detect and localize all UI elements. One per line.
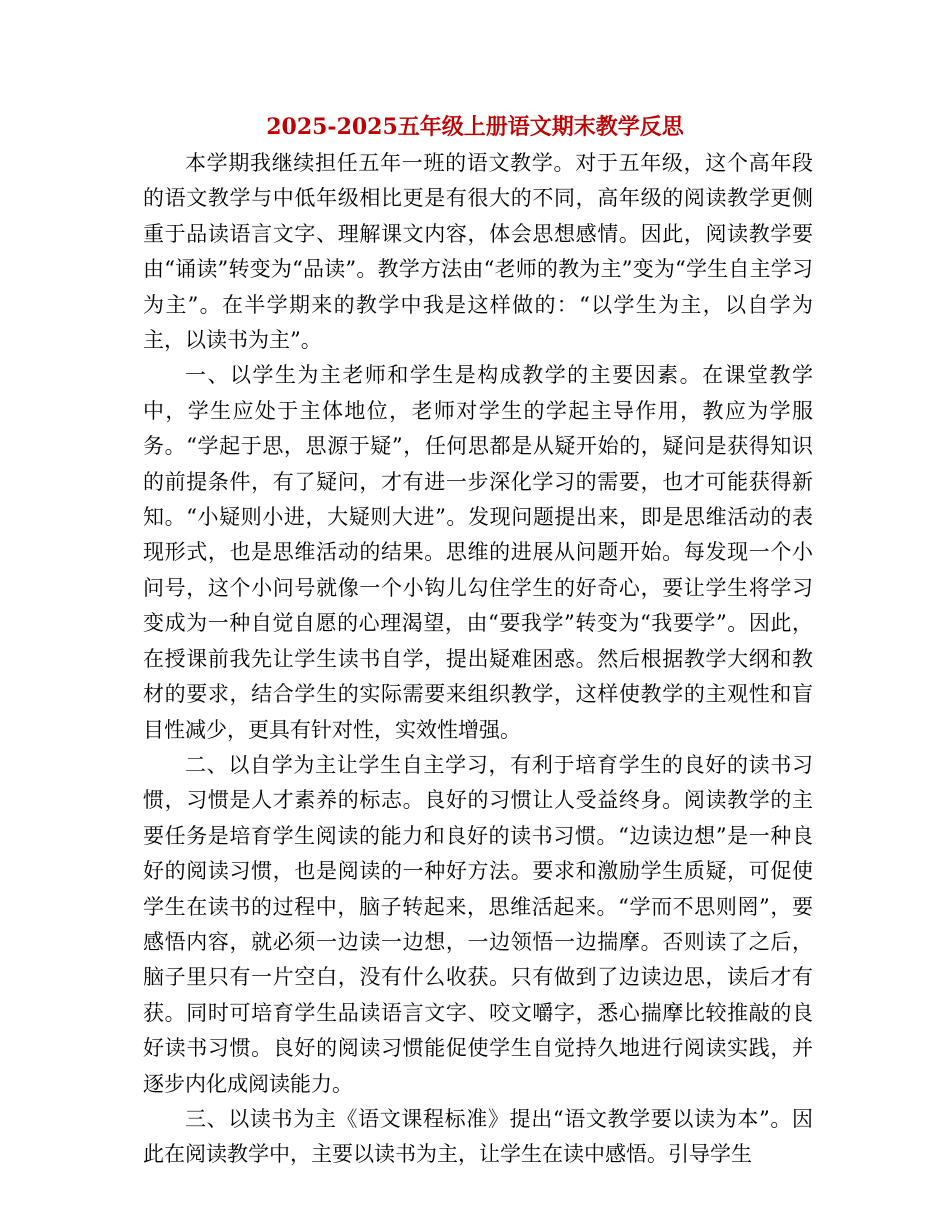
- document-body: [143, 146, 813, 1173]
- paragraph-section-1: 一、以学生为主老师和学生是构成教学的主要因素。在课堂教学中，学生应处于主体地位，老师对学生的学起主导作用，教应为学服务。“学起于思，思源于疑”，任何思都是从疑开始的，疑问是获得知识的前提条件，有了疑问，才有进一步深化学习的需要，也才可能获得新知。“小疑则小进，大疑则大进”。发现问题提出来，即是思维活动的表现形式，也是思维活动的结果。思维的进展从问题开始。每发现一个小问号，这个小问号就像一个小钩儿勾住学生的好奇心，要让学生将学习变成为一种自觉自愿的心理渴望，由“要我学”转变为“我要学”。因此，在授课前我先让学生读书自学，提出疑难困惑。然后根据教学大纲和教材的要求，结合学生的实际需要来组织教学，这样使教学的主观性和盲目性减少，更具有针对性，实效性增强。: [143, 363, 813, 742]
- paragraph-intro: 本学期我继续担任五年一班的语文教学。对于五年级，这个高年段的语文教学与中低年级相比更是有很大的不同，高年级的阅读教学更侧重于品读语言文字、理解课文内容，体会思想感情。因此，阅读教学要由“诵读”转变为“品读”。教学方法由“老师的教为主”变为“学生自主学习为主”。在半学期来的教学中我是这样做的：“以学生为主，以自学为主，以读书为主”。: [143, 151, 813, 353]
- paragraph-section-2: 二、以自学为主让学生自主学习，有利于培育学生的良好的读书习惯，习惯是人才素养的标志。良好的习惯让人受益终身。阅读教学的主要任务是培育学生阅读的能力和良好的读书习惯。“边读边想”是一种良好的阅读习惯，也是阅读的一种好方法。要求和激励学生质疑，可促使学生在读书的过程中，脑子转起来，思维活起来。“学而不思则罔”，要感悟内容，就必须一边读一边想，一边领悟一边揣摩。否则读了之后，脑子里只有一片空白，没有什么收获。只有做到了边读边思，读后才有获。同时可培育学生品读语言文字、咬文嚼字，悉心揣摩比较推敲的良好读书习惯。良好的阅读习惯能促使学生自觉持久地进行阅读实践，并逐步内化成阅读能力。: [143, 752, 813, 1096]
- document-title: 2025-2025五年级上册语文期末教学反思: [266, 114, 684, 140]
- paragraph-section-3: 三、以读书为主《语文课程标准》提出“语文教学要以读为本”。因此在阅读教学中，主要以读书为主，让学生在读中感悟。引导学生: [143, 1106, 813, 1167]
